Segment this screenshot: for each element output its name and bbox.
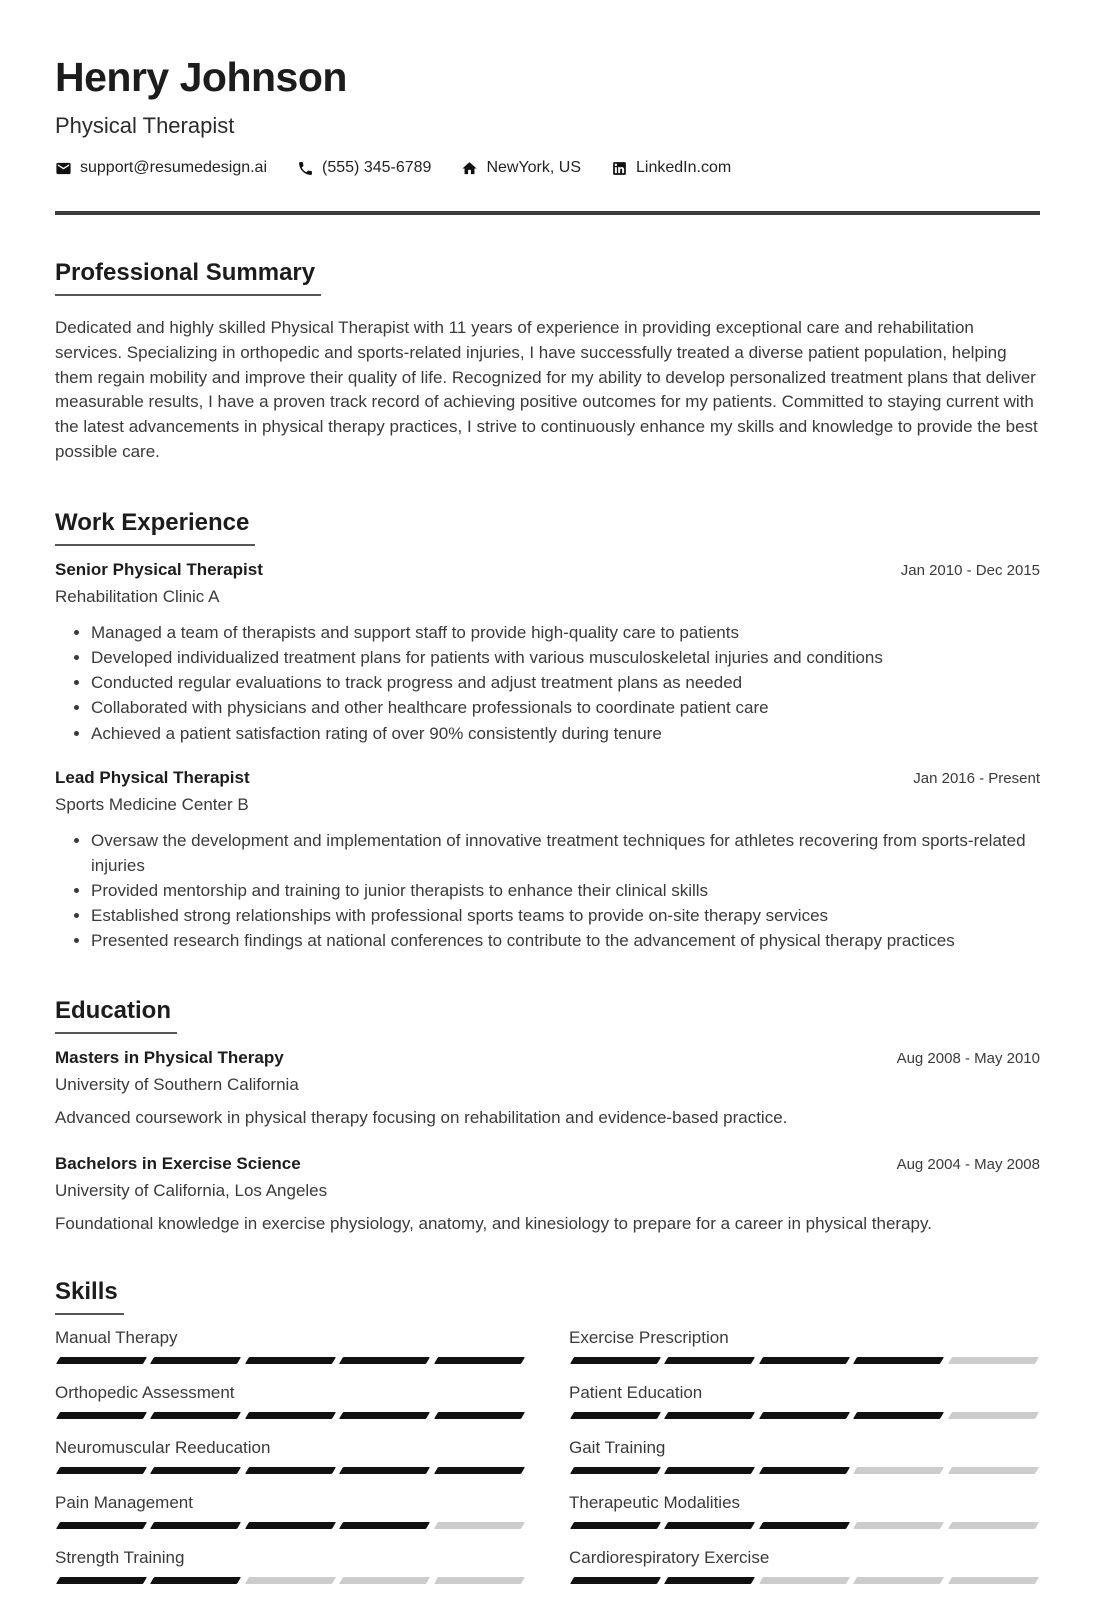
skill-bar-segment <box>948 1412 1039 1419</box>
skill-bar-segment <box>434 1467 525 1474</box>
skill-bar-segment <box>664 1577 755 1584</box>
contact-item <box>297 159 431 177</box>
skill-bar-segment <box>150 1522 241 1529</box>
section-education <box>55 997 1040 1234</box>
degree-description: Foundational knowledge in exercise physiology, anatomy, and kinesiology to prepare for a career in physical therapy. <box>55 1214 932 1234</box>
skill-bar-segment <box>759 1577 850 1584</box>
skill-level-bar <box>55 1522 526 1529</box>
job-bullet-list <box>55 620 1040 746</box>
skill-item <box>569 1383 1040 1419</box>
skill-bar-segment <box>339 1412 430 1419</box>
skill-bar-segment <box>948 1467 1039 1474</box>
skill-name: Strength Training <box>55 1548 185 1568</box>
job-bullet: • Presented research findings at national conferences to contribute to the advancement of physical therapy practices <box>91 928 1040 953</box>
skill-level-bar <box>569 1357 1040 1364</box>
degree-dates: Aug 2004 - May 2008 <box>896 1156 1040 1174</box>
job-bullet: • Managed a team of therapists and support staff to provide high-quality care to patients <box>91 620 1040 645</box>
skill-level-bar <box>569 1467 1040 1474</box>
skill-name: Patient Education <box>569 1383 703 1403</box>
contact-text: support@resumedesign.ai <box>80 159 268 176</box>
skill-bar-segment <box>339 1522 430 1529</box>
skill-item <box>55 1438 526 1474</box>
header-divider <box>55 211 1040 215</box>
job-entry <box>55 768 1040 954</box>
skill-item <box>55 1383 526 1419</box>
job-dates: Jan 2016 - Present <box>913 769 1040 787</box>
skill-bar-segment <box>339 1577 430 1584</box>
skill-name: Pain Management <box>55 1493 193 1513</box>
job-bullet: • Provided mentorship and training to junior therapists to enhance their clinical skills <box>91 878 1040 903</box>
job-bullet: • Developed individualized treatment plans for patients with various musculoskeletal injuries and conditions <box>91 645 1040 670</box>
skill-bar-segment <box>245 1357 336 1364</box>
contact-row <box>55 159 1040 177</box>
skill-bar-segment <box>56 1412 147 1419</box>
skill-bar-segment <box>759 1357 850 1364</box>
job-entry <box>55 560 1040 746</box>
job-title: Senior Physical Therapist <box>55 559 263 579</box>
degree-description: Advanced coursework in physical therapy focusing on rehabilitation and evidence-based practice. <box>55 1108 788 1128</box>
person-job-title: Physical Therapist <box>55 113 235 138</box>
skill-bar-segment <box>56 1357 147 1364</box>
skill-item <box>55 1493 526 1529</box>
skill-bar-segment <box>759 1467 850 1474</box>
skill-list <box>55 1328 1040 1603</box>
contact-item <box>611 159 731 177</box>
email-icon <box>55 160 72 177</box>
skill-bar-segment <box>56 1522 147 1529</box>
degree-title: Bachelors in Exercise Science <box>55 1154 301 1174</box>
degree-header-row <box>55 1048 1040 1068</box>
skill-level-bar <box>55 1357 526 1364</box>
skill-name: Orthopedic Assessment <box>55 1383 235 1403</box>
skill-bar-segment <box>853 1577 944 1584</box>
skill-level-bar <box>569 1577 1040 1584</box>
skill-bar-segment <box>150 1577 241 1584</box>
contact-item <box>55 159 267 177</box>
section-skills <box>55 1278 1040 1603</box>
degree-school: University of California, Los Angeles <box>55 1181 328 1201</box>
skill-level-bar <box>569 1522 1040 1529</box>
skill-name: Neuromuscular Reeducation <box>55 1438 271 1458</box>
skill-name: Manual Therapy <box>55 1328 178 1348</box>
skill-bar-segment <box>948 1357 1039 1364</box>
skill-bar-segment <box>853 1522 944 1529</box>
skill-bar-segment <box>339 1467 430 1474</box>
section-professional-summary <box>55 259 1040 465</box>
phone-icon <box>297 160 314 177</box>
skill-bar-segment <box>434 1522 525 1529</box>
skill-bar-segment <box>434 1357 525 1364</box>
job-bullet: • Oversaw the development and implementation of innovative treatment techniques for athletes recovering from sports-related injuries <box>91 828 1040 878</box>
skill-item <box>569 1438 1040 1474</box>
skill-name: Exercise Prescription <box>569 1328 729 1348</box>
skill-item <box>569 1328 1040 1364</box>
skill-level-bar <box>55 1412 526 1419</box>
skill-bar-segment <box>56 1467 147 1474</box>
skill-bar-segment <box>245 1577 336 1584</box>
job-company: Sports Medicine Center B <box>55 794 249 814</box>
skill-bar-segment <box>245 1522 336 1529</box>
skill-item <box>55 1548 526 1584</box>
skill-bar-segment <box>853 1467 944 1474</box>
skill-level-bar <box>55 1577 526 1584</box>
job-header-row <box>55 768 1040 788</box>
skill-bar-segment <box>434 1577 525 1584</box>
skill-level-bar <box>569 1412 1040 1419</box>
skill-bar-segment <box>339 1357 430 1364</box>
home-icon <box>461 160 478 177</box>
skill-name: Cardiorespiratory Exercise <box>569 1548 770 1568</box>
degree-title: Masters in Physical Therapy <box>55 1048 284 1068</box>
linkedin-icon <box>611 160 628 177</box>
experience-heading: Work Experience <box>55 509 255 546</box>
skill-bar-segment <box>948 1522 1039 1529</box>
skill-bar-segment <box>570 1412 661 1419</box>
skill-bar-segment <box>759 1522 850 1529</box>
job-bullet-list <box>55 828 1040 954</box>
skills-heading: Skills <box>55 1278 124 1315</box>
contact-text: NewYork, US <box>486 159 581 176</box>
skill-item <box>569 1493 1040 1529</box>
job-header-row <box>55 560 1040 580</box>
job-bullet: • Conducted regular evaluations to track progress and adjust treatment plans as needed <box>91 670 1040 695</box>
degree-dates: Aug 2008 - May 2010 <box>896 1050 1040 1068</box>
job-bullet: • Achieved a patient satisfaction rating of over 90% consistently during tenure <box>91 721 1040 746</box>
skill-bar-segment <box>664 1467 755 1474</box>
job-company: Rehabilitation Clinic A <box>55 586 220 606</box>
contact-text: LinkedIn.com <box>636 159 732 176</box>
skill-bar-segment <box>245 1412 336 1419</box>
skill-bar-segment <box>150 1357 241 1364</box>
degree-header-row <box>55 1154 1040 1174</box>
contact-text: (555) 345-6789 <box>322 159 432 176</box>
job-list <box>55 560 1040 954</box>
skill-bar-segment <box>150 1467 241 1474</box>
skill-bar-segment <box>570 1577 661 1584</box>
skill-bar-segment <box>664 1412 755 1419</box>
skill-bar-segment <box>948 1577 1039 1584</box>
skill-level-bar <box>55 1467 526 1474</box>
summary-heading: Professional Summary <box>55 259 321 296</box>
skill-bar-segment <box>759 1412 850 1419</box>
degree-entry <box>55 1048 1040 1128</box>
skill-bar-segment <box>570 1357 661 1364</box>
job-bullet: • Collaborated with physicians and other healthcare professionals to coordinate patient care <box>91 695 1040 720</box>
degree-list <box>55 1048 1040 1234</box>
skill-name: Therapeutic Modalities <box>569 1493 741 1513</box>
skill-bar-segment <box>664 1522 755 1529</box>
skill-bar-segment <box>853 1357 944 1364</box>
skill-bar-segment <box>570 1522 661 1529</box>
resume-header <box>55 54 1040 215</box>
skill-bar-segment <box>245 1467 336 1474</box>
skill-name: Gait Training <box>569 1438 666 1458</box>
skill-item <box>569 1548 1040 1584</box>
job-title: Lead Physical Therapist <box>55 767 250 787</box>
degree-school: University of Southern California <box>55 1075 299 1095</box>
skill-bar-segment <box>570 1467 661 1474</box>
skill-item <box>55 1328 526 1364</box>
skill-bar-segment <box>56 1577 147 1584</box>
degree-entry <box>55 1154 1040 1234</box>
job-bullet: • Established strong relationships with professional sports teams to provide on-site therapy services <box>91 903 1040 928</box>
skill-bar-segment <box>664 1357 755 1364</box>
person-name: Henry Johnson <box>55 54 347 100</box>
job-dates: Jan 2010 - Dec 2015 <box>900 561 1040 579</box>
skill-bar-segment <box>150 1412 241 1419</box>
education-heading: Education <box>55 997 177 1034</box>
contact-item <box>461 159 581 177</box>
skill-bar-segment <box>853 1412 944 1419</box>
section-work-experience <box>55 509 1040 954</box>
skill-bar-segment <box>434 1412 525 1419</box>
summary-text: Dedicated and highly skilled Physical Therapist with 11 years of experience in providing exceptional care and rehabilitation services. Specializing in orthopedic and sports-related injuries, I have successfully treated a diverse patient population, helping them regain mobility and improve their quality of life. Recognized for my ability to develop personalized treatment plans that deliver measurable results, I have a proven track record of achieving positive outcomes for my patients. Committed to staying current with the latest advancements in physical therapy practices, I strive to continuously enhance my skills and knowledge to provide the best possible care. <box>55 318 1038 462</box>
